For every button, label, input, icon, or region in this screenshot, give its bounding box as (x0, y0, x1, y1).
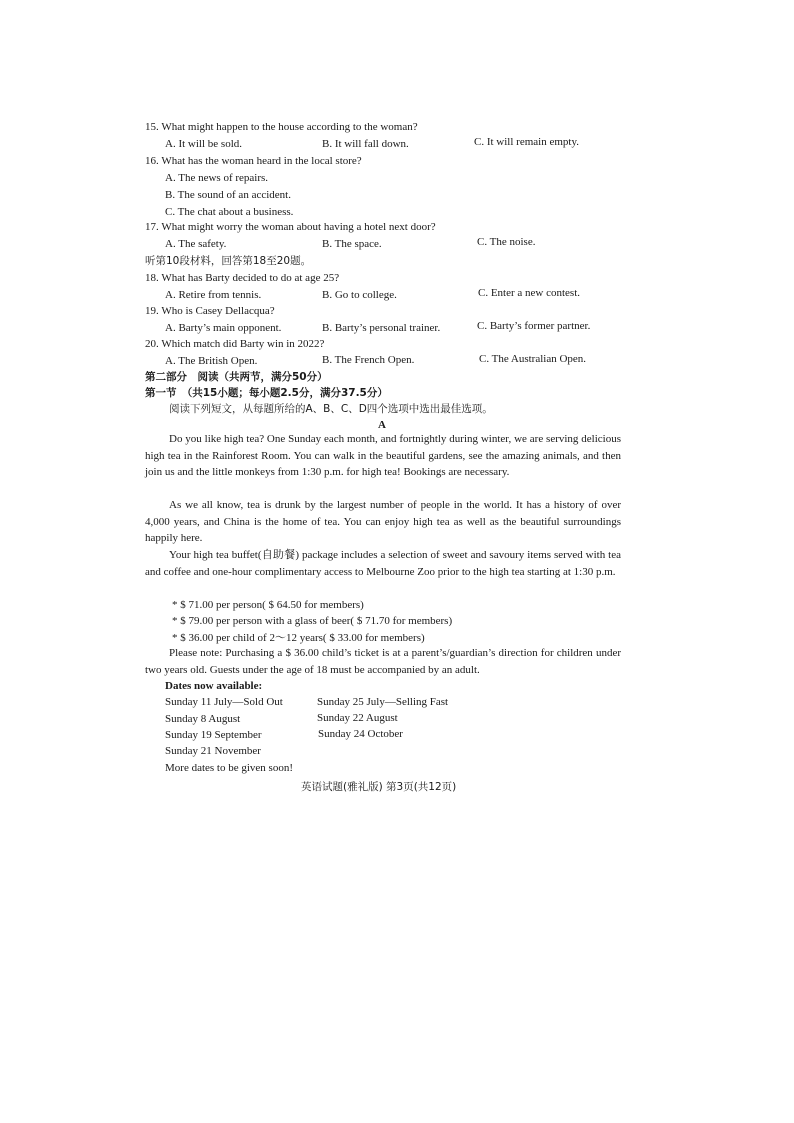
q15-option-a: A. It will be sold. (165, 138, 242, 150)
q20-option-a: A. The British Open. (165, 355, 258, 367)
passage-label: A (378, 419, 386, 431)
date-item: Sunday 11 July—Sold Out (165, 696, 283, 708)
passage-paragraph-1: Do you like high tea? One Sunday each month, and fortnightly during winter, we are serving delicious high tea in the Rainforest Room. You can walk in the beautiful gardens, see the amazing animals, and then join us and the little monkeys from 1:30 p.m. for high tea! Bookings are necessary. (145, 433, 621, 478)
passage-paragraph-3: Your high tea buffet(自助餐) package includes a selection of sweet and savoury items served with tea and coffee and one-hour complimentary access to Melbourne Zoo prior to the high tea starting at 1:30 p.m. (145, 549, 621, 578)
section-one-title: 第一节 （共15小题；每小题2.5分，满分37.5分） (145, 387, 388, 399)
question-15: 15. What might happen to the house according to the woman? (145, 121, 418, 133)
q17-option-b: B. The space. (322, 238, 382, 250)
question-19: 19. Who is Casey Dellacqua? (145, 305, 275, 317)
date-item: Sunday 19 September (165, 729, 262, 741)
material-10-instruction: 听第10段材料，回答第18至20题。 (145, 255, 312, 267)
date-item: Sunday 25 July—Selling Fast (317, 696, 449, 708)
date-item: Sunday 24 October (318, 728, 403, 740)
question-18: 18. What has Barty decided to do at age 25? (145, 272, 340, 284)
dates-heading: Dates now available: (165, 680, 263, 692)
reading-instruction: 阅读下列短文，从每题所给的A、B、C、D四个选项中选出最佳选项。 (169, 403, 493, 415)
q20-option-b: B. The French Open. (322, 354, 415, 366)
passage-paragraph-2: As we all know, tea is drunk by the largest number of people in the world. It has a history of over 4,000 years, and China is the home of tea. You can enjoy high tea as well as the beautiful surroundings happily here. (145, 499, 621, 544)
q15-option-c: C. It will remain empty. (474, 136, 579, 148)
question-17: 17. What might worry the woman about having a hotel next door? (145, 221, 436, 233)
q16-option-a: A. The news of repairs. (165, 172, 269, 184)
question-16: 16. What has the woman heard in the local store? (145, 155, 362, 167)
price-item-adult: * $ 71.00 per person( $ 64.50 for members) (172, 599, 364, 611)
q16-option-b: B. The sound of an accident. (165, 189, 291, 201)
q15-option-b: B. It will fall down. (322, 138, 409, 150)
q19-option-b: B. Barty’s personal trainer. (322, 322, 441, 334)
q16-option-c: C. The chat about a business. (165, 206, 294, 218)
q17-option-c: C. The noise. (477, 236, 536, 248)
more-dates-note: More dates to be given soon! (165, 762, 293, 774)
part-two-title: 第二部分 阅读（共两节，满分50分） (145, 371, 328, 383)
page-footer: 英语试题(雅礼版) 第3页(共12页) (301, 781, 457, 793)
q20-option-c: C. The Australian Open. (479, 353, 587, 365)
date-item: Sunday 8 August (165, 713, 241, 725)
q18-option-c: C. Enter a new contest. (478, 287, 581, 299)
price-item-beer: * $ 79.00 per person with a glass of beer( $ 71.70 for members) (172, 615, 453, 627)
q18-option-b: B. Go to college. (322, 289, 397, 301)
q19-option-a: A. Barty’s main opponent. (165, 322, 282, 334)
q18-option-a: A. Retire from tennis. (165, 289, 262, 301)
q19-option-c: C. Barty’s former partner. (477, 320, 591, 332)
date-item: Sunday 22 August (317, 712, 398, 724)
q17-option-a: A. The safety. (165, 238, 227, 250)
date-item: Sunday 21 November (165, 745, 261, 757)
question-20: 20. Which match did Barty win in 2022? (145, 338, 325, 350)
price-item-child: * $ 36.00 per child of 2～12 years( $ 33.00 for members) (172, 632, 425, 644)
please-note: Please note: Purchasing a $ 36.00 child’s ticket is at a parent’s/guardian’s direction for children under two years old. Guests under the age of 18 must be accompanied by an adult. (145, 647, 621, 676)
